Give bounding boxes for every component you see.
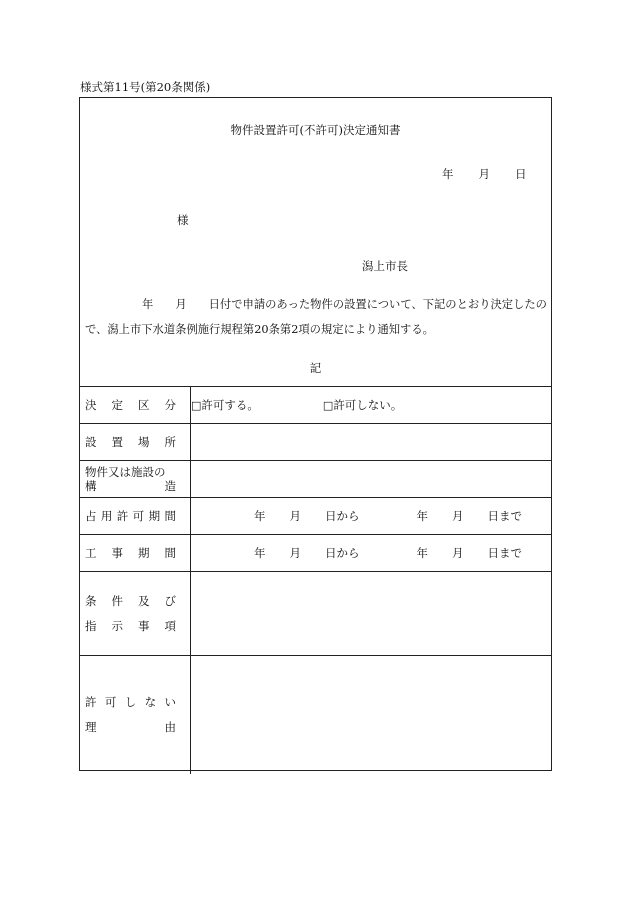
- label-char: 区: [138, 398, 150, 412]
- label-char: 可: [104, 694, 117, 709]
- label-denial-line1: [85, 690, 176, 715]
- label-location: [85, 434, 176, 450]
- body-text: 日付で申請のあった物件の設置について、下記のとおり決定したので、潟上市下水道条例施行規程第20条第2項の規定により通知する。: [85, 298, 547, 336]
- label-char: 間: [164, 546, 176, 560]
- value-denial-reason[interactable]: [191, 656, 552, 774]
- option-permit: 許可する。: [201, 398, 259, 412]
- row-construction-period: [80, 535, 551, 572]
- option-deny: 許可しない。: [333, 398, 403, 412]
- issuer-name: 潟上市長: [362, 259, 408, 273]
- label-char: し: [124, 694, 137, 709]
- label-occupancy-period: [85, 508, 176, 524]
- label-char: 定: [111, 398, 123, 412]
- construction-to-month: 月: [452, 546, 464, 560]
- label-char: 可: [132, 509, 145, 523]
- construction-to-day: 日まで: [487, 546, 522, 560]
- label-char: 決: [85, 398, 97, 412]
- label-char: 所: [164, 435, 176, 449]
- label-char: 期: [138, 546, 150, 560]
- construction-to-year: 年: [416, 546, 428, 560]
- occupancy-to-year: 年: [416, 509, 428, 523]
- construction-from-month: 月: [289, 546, 301, 560]
- label-char: い: [164, 694, 176, 709]
- label-char: び: [164, 593, 176, 608]
- value-conditions[interactable]: [191, 572, 552, 656]
- label-char: 指: [85, 618, 97, 633]
- occupancy-period: [191, 508, 551, 524]
- body-month: 月: [175, 298, 187, 311]
- label-char: 分: [164, 398, 176, 412]
- label-char: 置: [111, 435, 123, 449]
- date-month: 月: [478, 167, 490, 181]
- occupancy-to-month: 月: [452, 509, 464, 523]
- label-denial-line2: 理 由: [85, 719, 176, 734]
- occupancy-from-day: 日から: [325, 509, 360, 523]
- label-char: 設: [85, 435, 97, 449]
- label-decision: [85, 397, 176, 413]
- label-denial-reason: [85, 690, 186, 740]
- row-decision: [80, 387, 551, 424]
- occupancy-to-day: 日まで: [487, 509, 522, 523]
- label-char: 占: [85, 509, 97, 523]
- label-structure-line1: 物件又は施設の: [85, 465, 166, 479]
- checkbox-deny[interactable]: □: [322, 399, 334, 412]
- label-char: 事: [138, 618, 150, 633]
- label-char: 項: [164, 618, 176, 633]
- row-conditions: [80, 572, 551, 656]
- form-number: 様式第11号(第20条関係): [80, 80, 211, 94]
- label-conditions-line2: [85, 614, 176, 639]
- ki-heading: 記: [309, 361, 322, 375]
- label-char: 期: [148, 509, 161, 523]
- value-structure[interactable]: [191, 461, 552, 498]
- label-structure: [85, 465, 176, 493]
- label-char: な: [144, 694, 157, 709]
- body-year: 年: [142, 298, 154, 311]
- issue-date: [442, 166, 527, 182]
- label-char: 示: [111, 618, 123, 633]
- label-char: 件: [111, 593, 123, 608]
- label-char: 場: [138, 435, 150, 449]
- value-location[interactable]: [191, 424, 552, 461]
- date-year: 年: [442, 167, 454, 181]
- row-occupancy-period: [80, 498, 551, 535]
- document-title: 物件設置許可(不許可)決定通知書: [230, 123, 401, 137]
- construction-from-year: 年: [254, 546, 266, 560]
- construction-from-day: 日から: [325, 546, 360, 560]
- label-char: 許: [85, 694, 97, 709]
- label-char: 間: [164, 509, 176, 523]
- label-char: 工: [85, 546, 97, 560]
- label-structure-line2-b: 造: [164, 479, 176, 493]
- addressee-suffix: 様: [177, 213, 189, 227]
- label-char: 及: [138, 593, 150, 608]
- row-structure: [80, 461, 551, 498]
- date-day: 日: [515, 167, 527, 181]
- label-char: 事: [111, 546, 123, 560]
- construction-period: [191, 545, 551, 561]
- row-denial-reason: [80, 656, 551, 774]
- label-conditions-line1: [85, 589, 176, 614]
- label-structure-line2-a: 構: [85, 479, 97, 493]
- checkbox-permit[interactable]: □: [191, 399, 202, 412]
- label-char: 用: [100, 509, 113, 523]
- occupancy-from-month: 月: [289, 509, 301, 523]
- label-conditions: [85, 589, 186, 639]
- label-char: 許: [116, 509, 129, 523]
- notice-form: [79, 97, 552, 771]
- label-char: 条: [85, 593, 97, 608]
- details-table: [80, 386, 551, 774]
- row-location: [80, 424, 551, 461]
- occupancy-from-year: 年: [254, 509, 266, 523]
- label-construction-period: [85, 545, 176, 561]
- notice-body: [85, 292, 547, 342]
